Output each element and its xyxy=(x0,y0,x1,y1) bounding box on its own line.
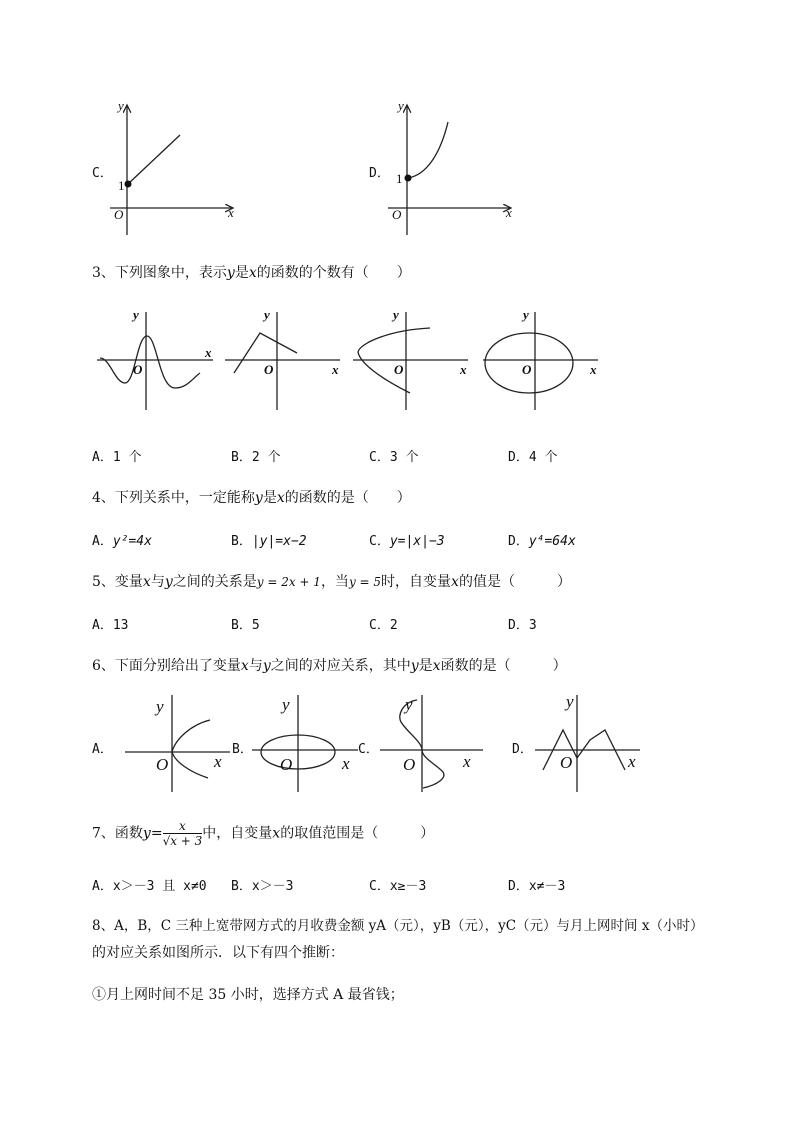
intercept-label: 1 xyxy=(118,178,125,193)
q6-label-a: A． xyxy=(92,742,113,757)
svg-text:O: O xyxy=(394,362,404,377)
q5-option-a: A．13 xyxy=(92,618,129,633)
q5-option-d: D．3 xyxy=(508,618,537,633)
origin-label: O xyxy=(114,207,124,222)
svg-text:x: x xyxy=(342,754,350,773)
svg-text:x: x xyxy=(463,752,471,771)
q6-label-d: D． xyxy=(512,742,533,757)
svg-text:y: y xyxy=(566,692,574,711)
q7-option-a: A．x＞－3 且 x≠0 xyxy=(92,879,207,894)
question-8-line-2: 的对应关系如图所示．以下有四个推断： xyxy=(92,945,344,961)
q3-graph-1 xyxy=(95,308,220,413)
question-7: 7、函数y= $\frac{x}{√x + 3}$ 中，自变量x的取值范围是（ ） xyxy=(92,819,435,848)
svg-text:y: y xyxy=(523,307,529,322)
origin-label: O xyxy=(392,207,402,222)
svg-text:O: O xyxy=(560,753,573,772)
svg-text:x: x xyxy=(205,345,212,360)
q6-graph-a xyxy=(120,690,235,795)
q4-option-b: B．|y|=x−2 xyxy=(231,534,307,549)
svg-text:y: y xyxy=(264,307,270,322)
svg-text:x: x xyxy=(628,752,636,771)
svg-text:y: y xyxy=(405,695,413,714)
axis-x-label: x xyxy=(228,205,234,220)
q3-option-b: B．2 个 xyxy=(231,450,281,465)
q6-graph-b xyxy=(250,690,365,795)
q4-option-d: D．y⁴=64x xyxy=(508,534,576,549)
svg-text:x: x xyxy=(590,362,597,377)
q3-graph-3 xyxy=(350,308,475,413)
q3-option-c: C．3 个 xyxy=(369,450,419,465)
svg-text:O: O xyxy=(264,362,274,377)
q3-graph-4 xyxy=(480,308,605,413)
graph-c xyxy=(100,95,260,240)
svg-text:O: O xyxy=(522,362,532,377)
q4-option-a: A．y²=4x xyxy=(92,534,152,549)
question-5: 5、变量x与y之间的关系是y = 2x + 1，当y = 5时，自变量x的值是（ ） xyxy=(92,574,571,590)
svg-text:x: x xyxy=(460,362,467,377)
option-c-label: C． xyxy=(92,166,113,181)
q5-option-c: C．2 xyxy=(369,618,398,633)
axis-y-label: y xyxy=(118,98,124,113)
intercept-label: 1 xyxy=(396,171,403,186)
svg-text:y: y xyxy=(282,695,290,714)
svg-text:O: O xyxy=(156,755,169,774)
question-8-line-3: ①月上网时间不足 35 小时，选择方式 A 最省钱； xyxy=(92,987,404,1003)
question-4: 4、下列关系中，一定能称y是x的函数的是（ ） xyxy=(92,490,411,506)
question-8-line-1: 8、A，B，C 三种上宽带网方式的月收费金额 yA（元），yB（元），yC（元）与月上网时间 x（小时） xyxy=(92,918,704,934)
axis-y-label: y xyxy=(398,98,404,113)
svg-text:y: y xyxy=(156,697,164,716)
q6-graph-c xyxy=(375,690,490,795)
q3-option-d: D．4 个 xyxy=(508,450,558,465)
svg-text:x: x xyxy=(214,752,222,771)
svg-text:O: O xyxy=(280,755,293,774)
q7-option-b: B．x＞－3 xyxy=(231,879,294,894)
option-d-label: D． xyxy=(369,166,390,181)
question-6: 6、下面分别给出了变量x与y之间的对应关系，其中y是x函数的是（ ） xyxy=(92,658,567,674)
q3-option-a: A．1 个 xyxy=(92,450,142,465)
question-3: 3、下列图象中，表示y是x的函数的个数有（ ） xyxy=(92,265,411,281)
svg-text:y: y xyxy=(133,307,139,322)
fraction: $\frac{x}{√x + 3}$ xyxy=(162,819,203,848)
graph-d xyxy=(378,95,538,240)
svg-text:y: y xyxy=(393,307,399,322)
q3-graph-2 xyxy=(222,308,347,413)
axis-x-label: x xyxy=(506,205,512,220)
svg-text:O: O xyxy=(403,755,416,774)
q6-graph-d xyxy=(530,690,645,795)
svg-text:O: O xyxy=(133,362,143,377)
q6-label-b: B． xyxy=(232,742,253,757)
q5-option-b: B．5 xyxy=(231,618,260,633)
q4-option-c: C．y=|x|−3 xyxy=(369,534,445,549)
q7-option-d: D．x≠－3 xyxy=(508,879,566,894)
q6-label-c: C． xyxy=(358,742,379,757)
q7-option-c: C．x≥－3 xyxy=(369,879,427,894)
svg-text:x: x xyxy=(332,362,339,377)
